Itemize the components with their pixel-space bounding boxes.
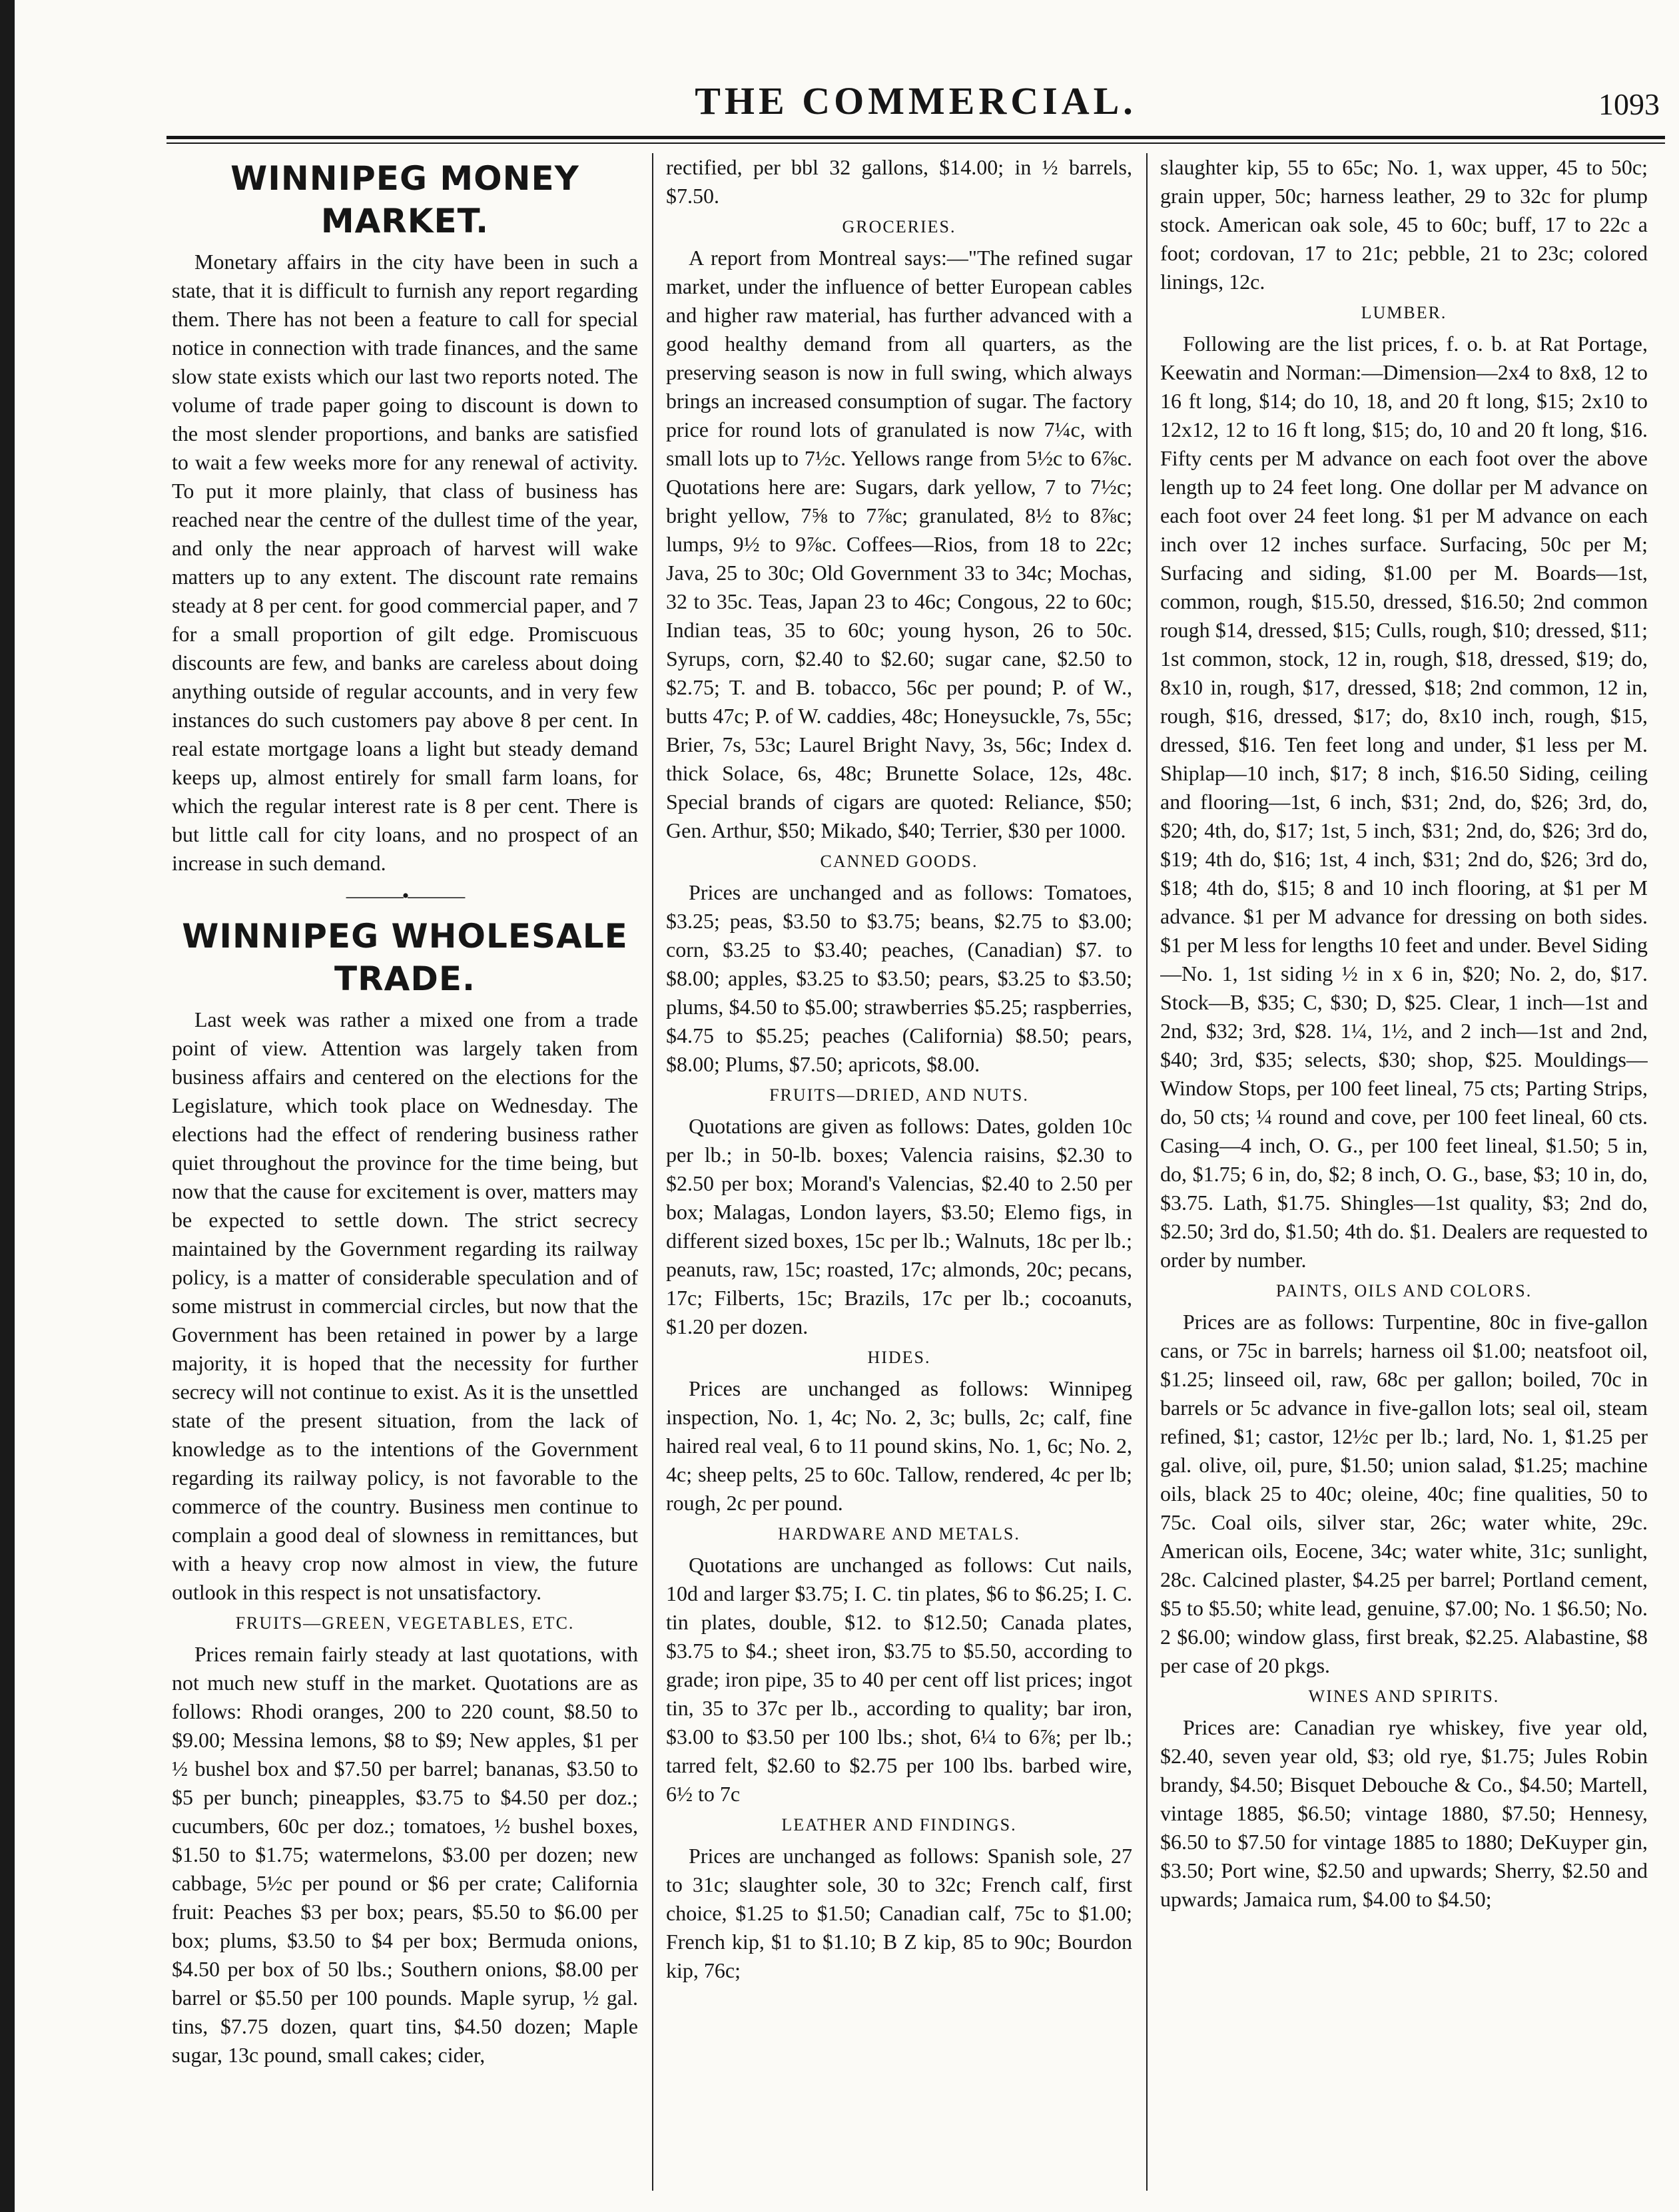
fruits-green-heading: FRUITS—GREEN, VEGETABLES, ETC.: [235, 1613, 575, 1633]
money-market-article: Monetary affairs in the city have been in such a state, that it is difficult to furnish any report regarding them. There has not been a feature to call for special notice in connection with trade finances, and the same slow state exists which our last two reports noted. The volume of trade paper going to discount is down to the most slender proportions, and banks are satisfied to wait a few weeks more for any renewal of activity. To put it more plainly, that class of business has reached near the centre of the dullest time of the year, and only the near approach of harvest will wake matters up to any extent. The discount rate remains steady at 8 per cent. for good commercial paper, and 7 for a small proportion of gilt edge. Promiscuous discounts are few, and banks are careless about doing anything outside of regular accounts, and in very few instances do such customers pay above 8 per cent. In real estate mortgage loans a light but steady demand keeps up, almost entirely for small farm loans, for which the regular interest rate is 8 per cent. There is but little call for city loans, and no prospect of an increase in such demand.: [172, 250, 638, 875]
fruits-dried-article: Quotations are given as follows: Dates, golden 10c per lb.; in 50-lb. boxes; Valencia raisins, $2.30 to $2.50 per box; Morand's Valencias, $2.40 to 2.50 per box; Malagas, London layers, $3.50; Elemo figs, in different sized boxes, 15c per lb.; Walnuts, 18c per lb.; peanuts, raw, 15c; roasted, 17c; almonds, 20c; pecans, 17c; Filberts, 15c; Brazils, 17c per lb.; cocoanuts, $1.20 per dozen.: [666, 1114, 1132, 1338]
masthead-title: THE COMMERCIAL.: [695, 79, 1137, 123]
cider-continuation: rectified, per bbl 32 gallons, $14.00; in ½ barrels, $7.50.: [666, 155, 1132, 208]
section-ornament: ———•———: [346, 885, 464, 907]
column-2: [666, 153, 1132, 2191]
paints-article: Prices are as follows: Turpentine, 80c in five-gallon cans, or 75c in barrels; harness oil $1.00; neatsfoot oil, $1.25; linseed oil, raw, 68c per gallon; boiled, 70c in barrels or 5c advance in five-gallon lots; seal oil, steam refined, $1; castor, 12½c per lb.; lard, No. 1, $1.25 per gal. olive, oil, pure, $1.50; union salad, $1.25; machine oils, black 25 to 40c; oleine, 40c; fine qualities, 50 to 75c. Coal oils, silver star, 26c; water white, 29c. American oils, Eocene, 34c; water white, 31c; sunlight, 28c. Calcined plaster, $4.25 per barrel; Portland cement, $5 to $5.50; white lead, genuine, $7.00; No. 1 $6.50; No. 2 $6.00; window glass, first break, $2.25. Alabastine, $8 per case of 20 pkgs.: [1160, 1310, 1648, 1677]
leather-continuation: slaughter kip, 55 to 65c; No. 1, wax upper, 45 to 50c; grain upper, 50c; harness leather, 29 to 32c for plump stock. American oak sole, 45 to 60c; buff, 17 to 22c a foot; cordovan, 17 to 21c; pebble, 21 to 23c; colored linings, 12c.: [1160, 155, 1648, 294]
wines-heading: WINES AND SPIRITS.: [1308, 1687, 1500, 1706]
wholesale-trade-heading: WINNIPEG WHOLESALE TRADE.: [182, 917, 628, 998]
column-divider: [652, 153, 653, 2191]
scan-edge: [0, 0, 15, 2212]
groceries-article: A report from Montreal says:—"The refined sugar market, under the influence of better European cables and higher raw material, has further advanced with a good healthy demand from all quarters, as the preserving season is now in full swing, which always brings an increased consumption of sugar. The factory price for round lots of granulated is now 7¼c, with small lots up to 7½c. Yellows range from 5½c to 6⅞c. Quotations here are: Sugars, dark yellow, 7 to 7½c; bright yellow, 7⅝ to 7⅞c; granulated, 8½ to 8⅞c; lumps, 9½ to 9⅞c. Coffees—Rios, from 18 to 22c; Java, 25 to 30c; Old Government 33 to 34c; Mochas, 32 to 35c. Teas, Japan 23 to 46c; Congous, 22 to 60c; Indian teas, 35 to 60c; young hyson, 26 to 50c. Syrups, corn, $2.40 to $2.60; sugar cane, $2.50 to $2.75; T. and B. tobacco, 56c per pound; P. of W., butts 47c; P. of W. caddies, 48c; Honeysuckle, 7s, 55c; Brier, 7s, 53c; Laurel Bright Navy, 3s, 56c; Index d. thick Solace, 6s, 48c; Brunette Solace, 12s, 48c. Special brands of cigars are quoted: Reliance, $50; Gen. Arthur, $50; Mikado, $40; Terrier, $30 per 1000.: [666, 246, 1132, 842]
fruits-green-article: Prices remain fairly steady at last quotations, with not much new stuff in the market. Quotations are as follows: Rhodi oranges, 200 to 220 count, $8.50 to $9.00; Messina lemons, $8 to $9; New apples, $1 per ½ bushel box and $7.50 per barrel; bananas, $3.50 to $5 per bunch; pineapples, $3.75 to $4.50 per doz.; cucumbers, 60c per doz.; tomatoes, ½ bushel boxes, $1.50 to $1.75; watermelons, $3.00 per dozen; new cabbage, 5½c per pound or $6 per crate; California fruit: Peaches $3 per box; pears, $5.50 to $6.00 per box; plums, $3.50 to $4 per box; Bermuda onions, $4.50 per box of 50 lbs.; Southern onions, $8.00 per barrel or $5.50 per 100 pounds. Maple syrup, ½ gal. tins, $7.75 dozen, quart tins, $4.50 dozen; Maple sugar, 13c pound, small cakes; cider,: [172, 1642, 638, 2067]
hides-heading: HIDES.: [867, 1348, 931, 1367]
column-3: [1160, 153, 1648, 2191]
canned-goods-article: Prices are unchanged and as follows: Tomatoes, $3.25; peas, $3.50 to $3.75; beans, $2.75 to $3.00; corn, $3.25 to $3.40; peaches, (Canadian) $7. to $8.00; apples, $3.25 to $3.50; pears, $3.25 to $3.50; plums, $4.50 to $5.00; strawberries $5.25; raspberries, $4.75 to $5.25; peaches (California) $8.50; pears, $8.00; Plums, $7.50; apricots, $8.00.: [666, 880, 1132, 1076]
leather-heading: LEATHER AND FINDINGS.: [781, 1815, 1017, 1834]
page-header: [167, 79, 1665, 138]
leather-article: Prices are unchanged as follows: Spanish sole, 27 to 31c; slaughter sole, 30 to 32c; French calf, first choice, $1.25 to $1.50; Canadian calf, 75c to $1.00; French kip, $1 to $1.10; B Z kip, 85 to 90c; Bourdon kip, 76c;: [666, 1844, 1132, 1982]
canned-goods-heading: CANNED GOODS.: [820, 852, 978, 871]
wholesale-trade-article: Last week was rather a mixed one from a trade point of view. Attention was largely taken from business affairs and centered on the elections for the Legislature, which took place on Wednesday. The elections had the effect of rendering business rather quiet throughout the province for the time being, but now that the cause for excitement is over, matters may be expected to settle down. The strict secrecy maintained by the Government regarding its railway policy, is a matter of considerable speculation and of some mistrust in commercial circles, but now that the Government has been retained in power by a large majority, it is hoped that the necessity for further secrecy will not continue to exist. As it is the unsettled state of the present situation, from the lack of knowledge as to the intentions of the Government regarding its railway policy, is not favorable to the commerce of the country. Business men continue to complain a good deal of slowness in remittances, but with a heavy crop now almost in view, the future outlook in this respect is not unsatisfactory.: [172, 1007, 638, 1604]
header-rule-thin: [167, 142, 1665, 144]
wines-article: Prices are: Canadian rye whiskey, five year old, $2.40, seven year old, $3; old rye, $1.75; Jules Robin brandy, $4.50; Bisquet Debouche & Co., $4.50; Martell, vintage 1885, $6.50; vintage 1880, $7.50; Hennesy, $6.50 to $7.50 for vintage 1885 to 1880; DeKuyper gin, $3.50; Port wine, $2.50 and upwards; Sherry, $2.50 and upwards; Jamaica rum, $4.00 to $4.50;: [1160, 1715, 1648, 1911]
fruits-dried-heading: FRUITS—DRIED, AND NUTS.: [769, 1085, 1029, 1105]
hides-article: Prices are unchanged as follows: Winnipeg inspection, No. 1, 4c; No. 2, 3c; bulls, 2c; calf, fine haired real veal, 6 to 11 pound skins, No. 1, 6c; No. 2, 4c; sheep pelts, 25 to 60c. Tallow, rendered, 4c per lb; rough, 2c per pound.: [666, 1376, 1132, 1515]
groceries-heading: GROCERIES.: [842, 217, 956, 236]
money-market-heading: WINNIPEG MONEY MARKET.: [230, 159, 579, 240]
hardware-article: Quotations are unchanged as follows: Cut nails, 10d and larger $3.75; I. C. tin plates, $6 to $6.25; I. C. tin plates, double, $12. to $12.50; Canada plates, $3.75 to $4.; sheet iron, $3.75 to $5.50, according to grade; iron pipe, 35 to 40 per cent off list prices; ingot tin, 35 to 37c per lb., according to quality; bar iron, $3.00 to $3.50 per 100 lbs.; shot, 6¼ to 6⅞; per lb.; tarred felt, $2.60 to $2.75 per 100 lbs. barbed wire, 6½ to 7c: [666, 1553, 1132, 1806]
paints-heading: PAINTS, OILS AND COLORS.: [1275, 1281, 1532, 1300]
column-divider: [1146, 153, 1148, 2191]
lumber-heading: LUMBER.: [1361, 303, 1447, 322]
lumber-article: Following are the list prices, f. o. b. at Rat Portage, Keewatin and Norman:—Dimension—2x4 to 8x8, 12 to 16 ft long, $14; do 10, 18, and 20 ft long, $15; 2x10 to 12x12, 12 to 16 ft long, $15; do, 10 and 20 ft long, $16. Fifty cents per M advance on each foot over the above length up to 24 feet long. One dollar per M advance on each foot over 24 feet long. $1 per M advance on each inch over 12 inches surface. Surfacing, 50c per M; Surfacing and siding, $1.00 per M. Boards—1st, common, rough, $15.50, dressed, $16.50; 2nd common rough $14, dressed, $15; Culls, rough, $10; dressed, $11; 1st common, stock, 12 in, rough, $18, dressed, $19; do, 8x10 in, rough, $17, dressed, $18; 2nd common, 12 in, rough, $16, dressed, $17; do, 8x10 inch, rough, $15, dressed, $16. Ten feet long and under, $1 less per M. Shiplap—10 inch, $17; 8 inch, $16.50 Siding, ceiling and flooring—1st, 6 inch, $31; 2nd, do, $26; 3rd, do, $20; 4th, do, $17; 1st, 5 inch, $31; 2nd, do, $26; 3rd do, $19; 4th do, $16; 1st, 4 inch, $31; 2nd do, $26; 3rd do, $18; 4th do, $15; 8 and 10 inch flooring, at $1 per M advance. $1 per M advance for dressing on both sides. $1 per M less for lengths 10 feet and under. Bevel Siding—No. 1, 1st siding ½ in x 6 in, $20; No. 2, do, $17. Stock—B, $35; C, $30; D, $25. Clear, 1 inch—1st and 2nd, $32; 3rd, $28. 1¼, 1½, and 2 inch—1st and 2nd, $40; 3rd, $35; selects, $30; shop, $25. Mouldings—Window Stops, per 100 feet lineal, 75 cts; Parting Strips, do, 50 cts; ¼ round and cove, per 100 feet lineal, 60 cts. Casing—4 inch, O. G., per 100 feet lineal, $1.50; 5 in, do, $1.75; 6 in, do, $2; 8 inch, O. G., base, $3; 10 in, do, $3.75. Lath, $1.75. Shingles—1st quality, $3; 2nd do, $2.50; 3rd do, $1.50; 4th do. $1. Dealers are requested to order by number.: [1160, 332, 1648, 1272]
hardware-heading: HARDWARE AND METALS.: [778, 1524, 1020, 1543]
header-rule-thick: [167, 136, 1665, 139]
column-1: [172, 153, 638, 2191]
page-number: 1093: [1598, 87, 1660, 121]
